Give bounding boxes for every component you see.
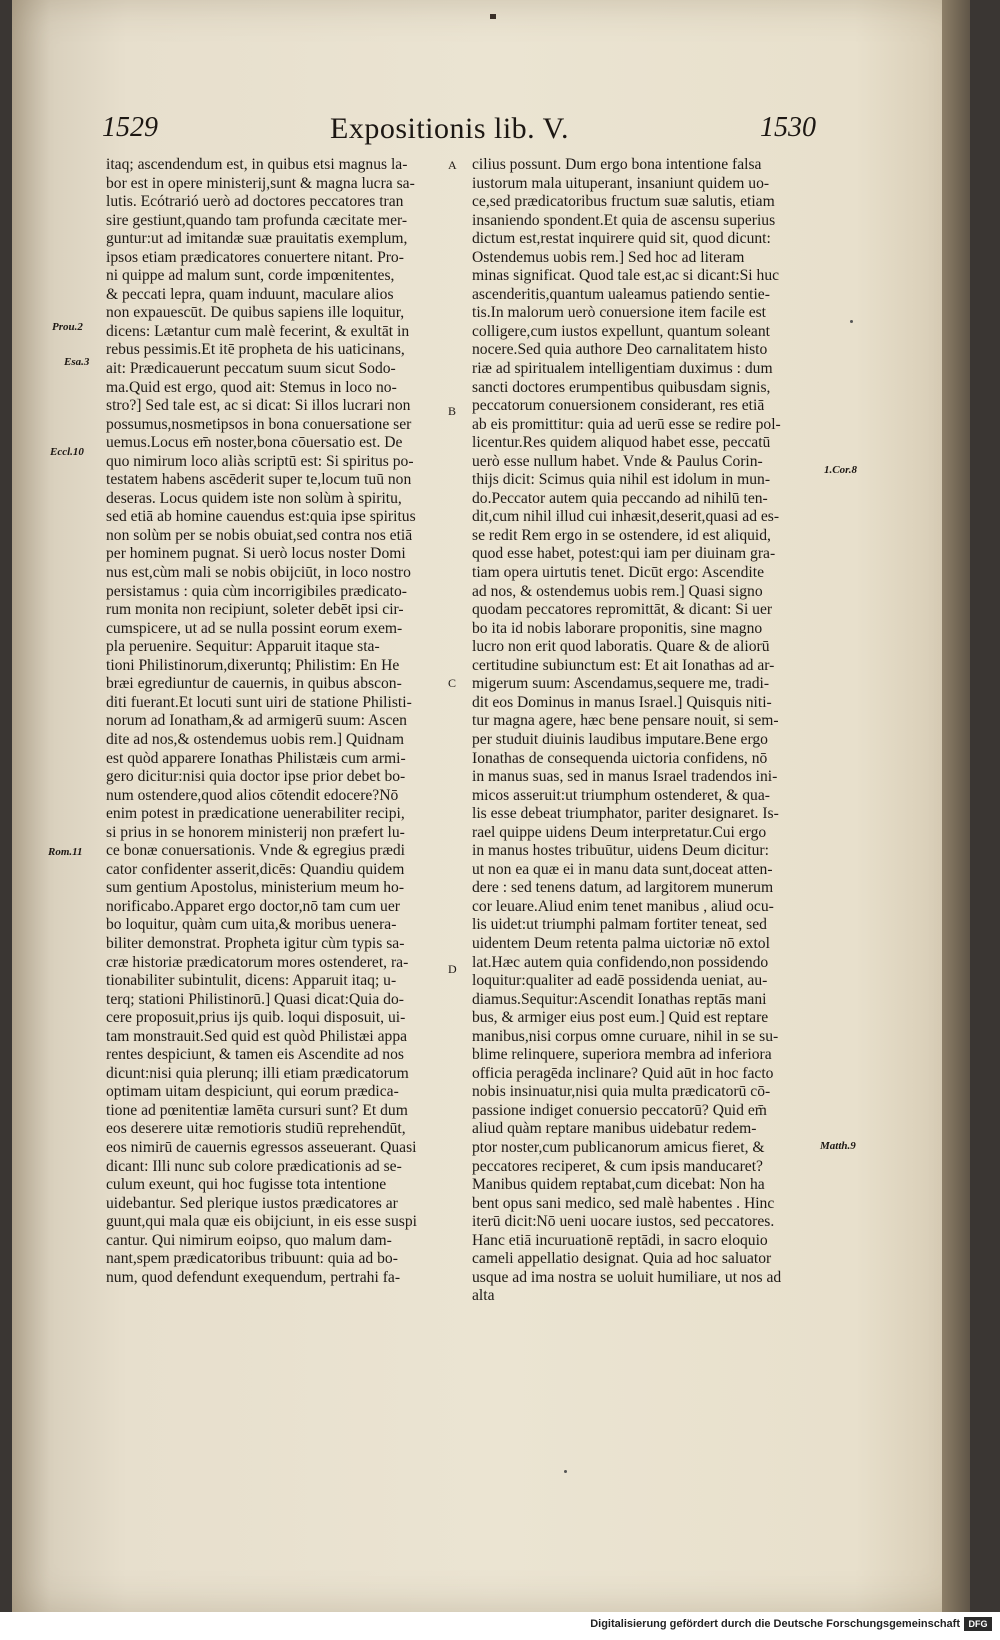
text-line: lutis. Ecótrarió uerò ad doctores peccatores tran <box>106 193 404 211</box>
text-line: Hanc etiā incuruationē reptādi, in sacro eloquio <box>472 1231 768 1249</box>
page-number-right: 1530 <box>760 112 816 143</box>
text-line: in manus hostes tribuūtur, uidens Deum dicitur: <box>472 842 769 860</box>
text-line: Ionathas de consequenda uictoria confidens, nō <box>472 749 768 767</box>
text-line: terq; stationi Philistinorū.] Quasi dicat:Quia do- <box>106 990 404 1008</box>
text-column-right <box>472 156 820 1306</box>
text-line: eos deserere uitæ remotioris studiū reprehendūt, <box>106 1120 406 1138</box>
text-line: rum monita non recipiunt, soleter debēt ipsi cir- <box>106 601 404 619</box>
text-line: est quòd apparere Ionathas Philistæis cum armi- <box>106 749 406 767</box>
text-line: dite ad nos,& ostendemus uobis rem.] Quidnam <box>106 730 404 748</box>
text-line: passione indiget conuersio peccatorū? Quid em̄ <box>472 1101 767 1119</box>
text-line: rael quippe uidens Deum interpretatur.Cui ergo <box>472 823 767 841</box>
page-edge-shadow <box>942 0 970 1612</box>
text-line: lucro non erit quod laboratis. Quare & de aliorū <box>472 638 770 656</box>
text-line: ab eis promittitur: quia ad uerū esse se redire pol- <box>472 415 781 433</box>
text-line: nobis insinuatur,nisi quia multa prædicatorū cō- <box>472 1083 771 1101</box>
text-line: bus, & armiger eius post eum.] Quid est reptare <box>472 1009 769 1027</box>
text-line: Ostendemus uobis rem.] Sed hoc ad literam <box>472 248 745 266</box>
text-line: insaniendo spondent.Et quia de ascensu superius <box>472 211 776 229</box>
text-line: cumspicere, ut ad se nulla possint eorum exem- <box>106 619 403 637</box>
text-line: eos nimirū de cauernis egressos asseuerant. Quasi <box>106 1138 417 1156</box>
text-line: possumus,nosmetipsos in bona conuersatione ser <box>106 415 412 433</box>
dfg-logo: DFG <box>964 1617 992 1631</box>
text-line: cantur. Qui nimirum eoipso, quo malum dam- <box>106 1231 392 1249</box>
text-line: dit eos Dominus in manus Israel.] Quisquis niti- <box>472 693 772 711</box>
text-line: itaq; ascendendum est, in quibus etsi magnus la- <box>106 156 408 173</box>
text-line: gero dicitur:nisi quia doctor ipse prior debet bo- <box>106 768 406 786</box>
text-line: iterū dicit:Nō ueni uocare iustos, sed peccatores. <box>472 1213 775 1231</box>
text-line: uidebantur. Sed plerique iustos prædicatores ar <box>106 1194 398 1212</box>
text-line: ipsos etiam prædicatores conuertere nitant. Pro- <box>106 248 404 266</box>
text-line: num ostendere,quod alios cōtendit edocere?Nō <box>106 786 399 804</box>
text-line: nant,spem prædicatoribus tribuunt: quia ad bo- <box>106 1250 398 1268</box>
text-line: do.Peccator autem quia peccando ad nihilū ten- <box>472 489 768 507</box>
text-line: norum ad Ionatham,& ad armigerū suum: Ascen <box>106 712 407 730</box>
text-line: blime relinquere, superiora membra ad inferiora <box>472 1046 772 1064</box>
text-line: se redit Rem ergo in se ostendere, id est aliquid, <box>472 526 771 544</box>
text-line: guntur:ut ad imitandæ suæ prauitatis exemplum, <box>106 230 408 248</box>
text-line: ait: Prædicauerunt peccatum suum sicut Sodo- <box>106 360 396 378</box>
text-line: lis esse debeat triumphator, pariter designaret. Is- <box>472 805 779 823</box>
text-line: tiam opera uirtutis tenet. Dicūt ergo: Ascendite <box>472 564 765 582</box>
text-line: deseras. Locus quidem iste non solùm à spiritu, <box>106 489 402 507</box>
text-line: tur magna agere, hæc bene pensare nouit, si sem- <box>472 712 779 730</box>
text-line: sire gestiunt,quando tam profunda cæcitate mer- <box>106 211 408 229</box>
text-line: sancti doctores erumpentibus quibusdam signis, <box>472 378 771 396</box>
text-line: cator confidenter asserit,dicēs: Quandiu quidem <box>106 860 405 878</box>
text-line: licentur.Res quidem aliquod habet esse, peccatū <box>472 434 771 452</box>
section-letter-a: A <box>448 158 457 172</box>
text-line: migerum suum: Ascendamus,sequere me, tradi- <box>472 675 770 693</box>
text-line: diamus.Sequitur:Ascendit Ionathas reptās mani <box>472 990 767 1008</box>
ink-speck <box>564 1470 567 1473</box>
text-line: micos asseruit:ut triumphum ostenderet, & qua- <box>472 786 770 804</box>
text-line: per studuit diuinis laudibus imputare.Bene ergo <box>472 730 768 748</box>
text-line: cræ historiæ prædicatorum mores ostenderet, ra- <box>106 953 409 971</box>
text-line: cor leuare.Aliud enim tenet manibus , aliud ocu- <box>472 897 774 915</box>
text-line: aliud quàm reptare manibus uidebatur redem- <box>472 1120 757 1138</box>
text-line: riæ ad spiritualem intelligentiam duximus : dum <box>472 360 773 378</box>
text-line: bor est in opere ministerij,sunt & magna lucra sa- <box>106 174 415 192</box>
text-line: loquitur:qualiter ad eadē possidenda ueniat, au- <box>472 972 768 990</box>
text-line: non expauescūt. De quibus sapiens ille loquitur, <box>106 304 405 322</box>
margin-note-eccl: Eccl.10 <box>50 446 84 458</box>
text-line: dit,cum nihil illud cui inhæsit,deserit,quasi ad es- <box>472 508 780 526</box>
text-line: guunt,qui mala quæ eis obijciunt, in eis esse suspi <box>106 1213 417 1231</box>
section-letter-b: B <box>448 404 457 418</box>
text-line: peccatores reciperet, & cum ipsis manducaret? <box>472 1157 763 1175</box>
text-line: bo ita id nobis laborare proponitis, sine magno <box>472 619 763 637</box>
text-line: bent opus sani medico, sed malè habentes . Hinc <box>472 1194 775 1212</box>
text-line: diti fuerant.Et locuti sunt uiri de statione Philisti- <box>106 693 412 711</box>
text-line: ma.Quid est ergo, quod ait: Stemus in loco no- <box>106 378 397 396</box>
text-line: num, quod defendunt exequendum, pertrahi fa- <box>106 1268 401 1286</box>
text-line: pla peruenire. Sequitur: Apparuit itaque sta- <box>106 638 380 656</box>
text-line: rentes despiciunt, & tamen eis Ascendite ad nos <box>106 1046 404 1064</box>
text-line: dictum est,restat inquirere quid sit, quod dicunt: <box>472 230 771 248</box>
text-line: ad nos, & ostendemus uobis rem.] Quasi signo <box>472 582 763 600</box>
text-line: per hominem pugnat. Si uerò locus noster Domi <box>106 545 406 563</box>
text-line: cere proposuit,prius ijs quib. loqui disposuit, ui- <box>106 1009 406 1027</box>
text-line: sed etiā ab homine cauendus est:quia ipse spiritus <box>106 508 416 526</box>
text-line: tis.In malorum uerò conuersione item facile est <box>472 304 767 322</box>
margin-note-cor: 1.Cor.8 <box>824 464 858 476</box>
text-line: uemus.Locus em̄ noster,bona cōuersatio est. De <box>106 434 403 452</box>
text-line: quodam peccatores repromittāt, & dicant: Si uer <box>472 601 773 619</box>
text-line: lis uidet:ut triumphi palmam fortiter teneat, sed <box>472 916 767 934</box>
text-line: cameli appellatio designat. Quia ad hoc saluator <box>472 1250 772 1268</box>
section-letter-d: D <box>448 962 457 976</box>
text-line: peccatorum conuersionem considerant, res etiā <box>472 397 765 415</box>
text-line: norificabo.Apparet ergo doctor,nō tam cum uer <box>106 897 400 915</box>
text-line: dicunt:nisi quia plerunq; illi etiam prædicatorum <box>106 1064 409 1082</box>
text-line: non solùm per se nobis obuiat,sed contra nos etiā <box>106 526 413 544</box>
text-line: sum gentium Apostolus, ministerium meum ho- <box>106 879 405 897</box>
text-column-left <box>106 156 446 1287</box>
text-line: tam monstrauit.Sed quid est quòd Philistæi appa <box>106 1027 408 1045</box>
margin-note-esa: Esa.3 <box>64 356 90 368</box>
text-line: ptor noster,cum publicanorum amicus fieret, & <box>472 1138 765 1156</box>
text-line: bo loquitur, quàm cum uita,& moribus uenera- <box>106 916 397 934</box>
text-line: colligere,cum iustos expellunt, quantum soleant <box>472 322 770 340</box>
text-line: bræi egrediuntur de cauernis, in quibus abscon- <box>106 675 402 693</box>
text-line: si prius in se honorem ministerij non præfert lu- <box>106 823 405 841</box>
section-letter-c: C <box>448 676 457 690</box>
text-line: certitudine subiunctum est: Et ait Ionathas ad ar- <box>472 656 775 674</box>
book-page <box>12 0 970 1612</box>
text-line: ce bonæ conuersationis. Vnde & egregius prædi <box>106 842 405 860</box>
running-title: Expositionis lib. V. <box>330 112 569 145</box>
text-line: lat.Hæc autem quia confidendo,non possidendo <box>472 953 769 971</box>
text-line: usque ad ima nostra se uoluit humiliare, ut nos ad <box>472 1268 782 1286</box>
text-line: stro?] Sed tale est, ac si dicat: Si illos lucrari non <box>106 397 411 415</box>
ink-speck <box>850 320 853 323</box>
page-number-left: 1529 <box>102 112 158 143</box>
top-ink-mark <box>490 14 496 19</box>
text-line: cilius possunt. Dum ergo bona intentione falsa <box>472 156 762 173</box>
text-line: ascenderitis,quantum ualeamus patiendo sentie- <box>472 285 770 303</box>
text-line: in manus suas, sed in manus Israel tradendos ini- <box>472 768 778 786</box>
text-line: testatem habens ascēderit super te,locum tuū non <box>106 471 412 489</box>
text-line: dere : sed tenens datum, ad largitorem munerum <box>472 879 774 897</box>
text-line: quo nimirum loco aliàs scriptū est: Si spiritus po- <box>106 452 414 470</box>
text-line: officia peragēda inclinare? Quid aūt in hoc facto <box>472 1064 774 1082</box>
text-line: uerò esse nullum habet. Vnde & Paulus Corin- <box>472 452 763 470</box>
text-line: ce,sed prædicatoribus fructum suæ salutis, etiam <box>472 193 775 211</box>
text-line: uidentem Deum retenta palma uictoriæ nō extol <box>472 934 770 952</box>
text-line: tionabiliter subintulit, dicens: Apparuit itaq; u- <box>106 972 397 990</box>
text-line: & peccati lepra, quam induunt, maculare alios <box>106 285 394 303</box>
text-line: Manibus quidem reptabat,cum dicebat: Non ha <box>472 1176 765 1194</box>
text-line: tione ad pœnitentiæ lamēta cursuri sunt? Et dum <box>106 1101 408 1119</box>
margin-note-matth: Matth.9 <box>820 1140 856 1152</box>
margin-note-prou: Prou.2 <box>52 321 83 333</box>
text-line: tioni Philistinorum,dixeruntq; Philistim: En He <box>106 656 400 674</box>
text-line: biliter demonstrat. Propheta igitur cùm typis sa- <box>106 934 405 952</box>
text-line: dicant: Illi nunc sub colore prædicationis ad se- <box>106 1157 402 1175</box>
text-line: rebus pessimis.Et itē propheta de his uaticinans, <box>106 341 405 359</box>
text-line: nus est,cùm mali se nobis obijciūt, in loco nostro <box>106 564 411 582</box>
text-line: manibus,nisi corpus omne curuare, nihil in se su- <box>472 1027 779 1045</box>
text-line: dicens: Lætantur cum malè fecerint, & exultāt in <box>106 322 410 340</box>
text-line: enim potest in prædicatione uenerabiliter recipi, <box>106 805 405 823</box>
text-line: nocere.Sed quia authore Deo carnalitatem histo <box>472 341 768 359</box>
text-line: ut non ea quæ ei in manu data sunt,doceat atten- <box>472 860 773 878</box>
text-line: ni quippe ad malum sunt, corde impœnitentes, <box>106 267 395 285</box>
text-line: alta <box>472 1287 495 1305</box>
funding-notice: Digitalisierung gefördert durch die Deutsche Forschungsgemeinschaft <box>590 1618 960 1630</box>
text-line: optimam uitam despiciunt, qui eorum prædica- <box>106 1083 399 1101</box>
text-line: persistamus : quia cùm incorrigibiles prædicato- <box>106 582 407 600</box>
text-line: culum exeunt, qui hoc fugisse tota intentione <box>106 1176 387 1194</box>
text-line: thijs dicit: Scimus quia nihil est idolum in mun- <box>472 471 771 489</box>
margin-note-rom: Rom.11 <box>48 846 83 858</box>
text-line: iustorum mala uituperant, insaniunt quidem uo- <box>472 174 770 192</box>
text-line: quod esse habet, potest:qui iam per diuinam gra- <box>472 545 776 563</box>
text-line: minas significat. Quod tale est,ac si dicant:Si huc <box>472 267 780 285</box>
